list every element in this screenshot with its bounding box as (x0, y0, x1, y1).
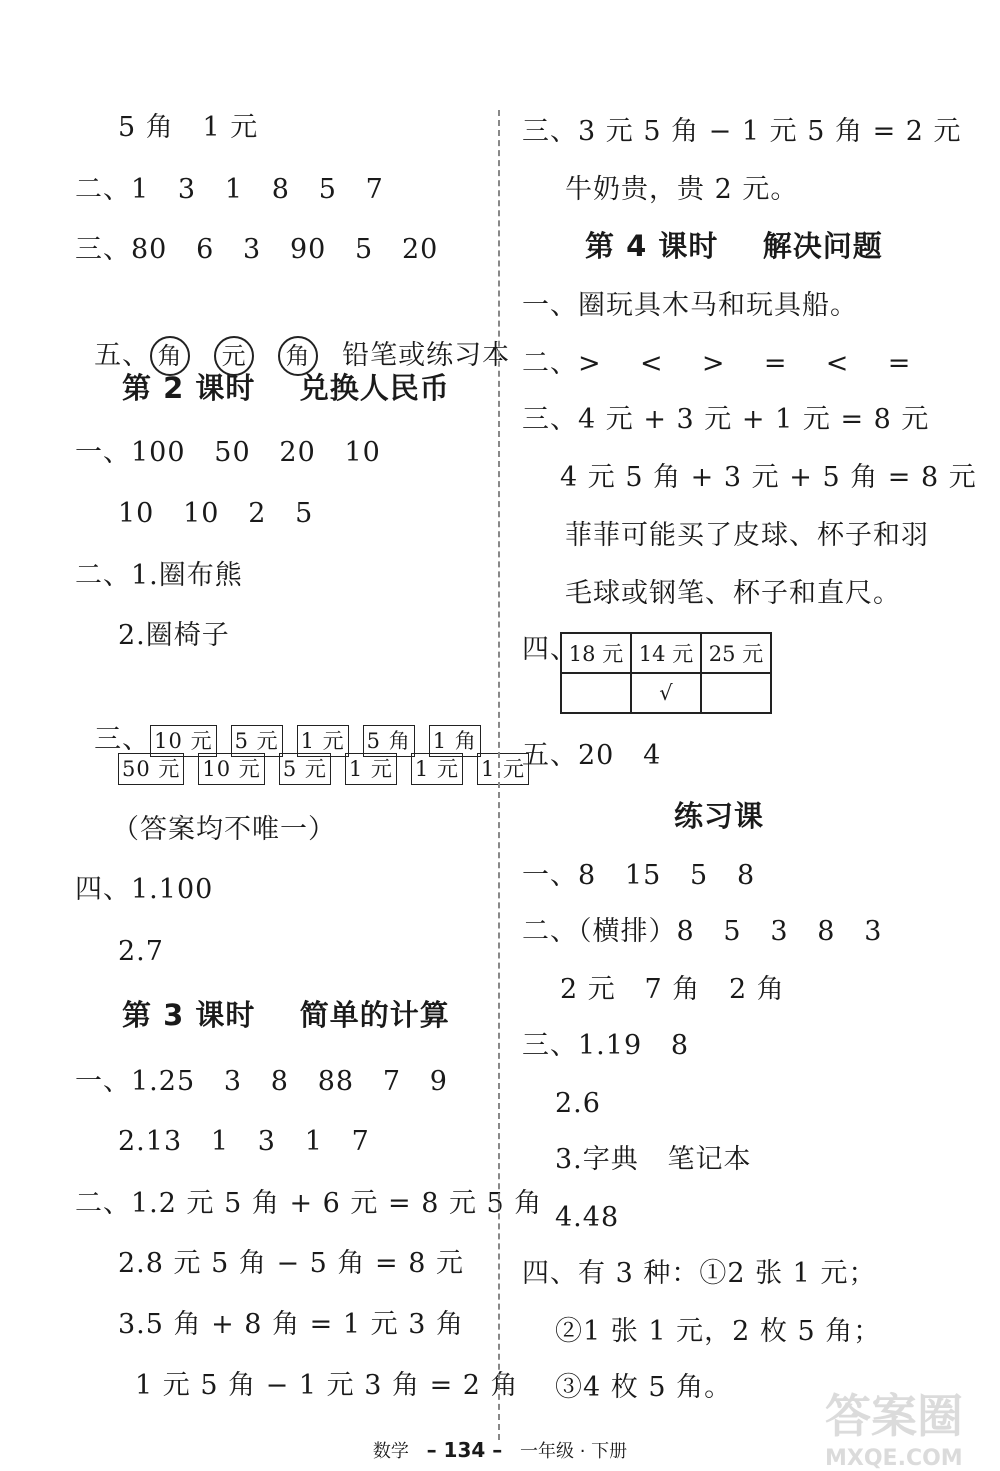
column-divider (498, 110, 500, 1440)
left-line-s2-9: 2.7 (118, 936, 164, 967)
section-heading-practice: 练习课 (674, 799, 765, 833)
circled-answer: 元 (214, 336, 254, 376)
right-line-1: 三、3 元 5 角 − 1 元 5 角 = 2 元 (522, 116, 962, 147)
table-header-cell: 14 元 (631, 633, 701, 673)
left-line-s3-2: 2.13 1 3 1 7 (118, 1126, 370, 1157)
left-line-s3-6: 1 元 5 角 − 1 元 3 角 = 2 角 (135, 1370, 519, 1401)
left-line-s2-3: 二、1.圈布熊 (75, 560, 243, 591)
left-line-s2-8: 四、1.100 (75, 874, 214, 905)
right-line-s4-7: 四、 (522, 634, 578, 665)
left-line-s2-4: 2.圈椅子 (118, 620, 230, 651)
left-line-s3-5: 3.5 角 + 8 角 = 1 元 3 角 (118, 1309, 464, 1340)
right-line-s4-4: 4 元 5 角 + 3 元 + 5 角 = 8 元 (560, 462, 977, 493)
left-line-s2-1: 一、100 50 20 10 (75, 437, 381, 468)
prefix: 五、 (94, 340, 151, 371)
left-line-2: 二、1 3 1 8 5 7 (75, 174, 384, 205)
left-line-s2-2: 10 10 2 5 (118, 498, 314, 529)
suffix: 铅笔或练习本 (342, 340, 511, 371)
table-header-row (561, 633, 771, 673)
left-line-s3-4: 2.8 元 5 角 − 5 角 = 8 元 (118, 1248, 464, 1279)
table-row (561, 673, 771, 713)
money-box: 1 元 (345, 753, 397, 785)
money-box: 5 角 (363, 725, 415, 757)
right-line-s4-5: 菲菲可能买了皮球、杯子和羽 (565, 520, 929, 551)
watermark-url: MXQE.COM (825, 1446, 963, 1471)
table-header-cell: 18 元 (561, 633, 631, 673)
left-line-s3-3: 二、1.2 元 5 角 + 6 元 = 8 元 5 角 (75, 1188, 543, 1219)
right-line-s4-2: 二、> < > = < = (522, 348, 912, 379)
table-cell (561, 673, 631, 713)
money-box: 5 元 (279, 753, 331, 785)
right-line-s4-8: 五、20 4 (522, 740, 662, 771)
page-number: – 134 – (426, 1438, 503, 1462)
table-cell (701, 673, 771, 713)
left-line-1: 5 角 1 元 (118, 112, 259, 143)
section-heading-lesson-4: 第 4 课时 解决问题 (585, 229, 883, 263)
section-heading-lesson-3: 第 3 课时 简单的计算 (122, 998, 450, 1032)
right-line-p-6: 3.字典 笔记本 (555, 1144, 752, 1175)
money-box: 1 角 (429, 725, 481, 757)
money-box: 10 元 (150, 725, 216, 757)
left-line-s3-1: 一、1.25 3 8 88 7 9 (75, 1066, 448, 1097)
right-line-p-1: 一、8 15 5 8 (522, 860, 756, 891)
money-box: 10 元 (198, 753, 264, 785)
footer-grade: 一年级 · 下册 (519, 1441, 628, 1462)
money-row-2 (118, 748, 543, 788)
table-cell-checkmark: √ (631, 673, 701, 713)
left-line-s2-7: （答案均不唯一） (112, 814, 336, 845)
right-line-p-2: 二、（横排）8 5 3 8 3 (522, 916, 883, 947)
left-line-4 (75, 296, 510, 376)
section-heading-lesson-2: 第 2 课时 兑换人民币 (122, 371, 450, 405)
prefix: 三、 (94, 724, 151, 755)
right-line-s4-6: 毛球或钢笔、杯子和直尺。 (565, 578, 901, 609)
watermark-logo (825, 1380, 995, 1471)
right-line-p-3: 2 元 7 角 2 角 (560, 974, 785, 1005)
right-line-p-9: ②1 张 1 元，2 枚 5 角； (555, 1316, 882, 1347)
right-line-p-5: 2.6 (555, 1088, 601, 1119)
left-line-3: 三、80 6 3 90 5 20 (75, 234, 439, 265)
table-header-cell: 25 元 (701, 633, 771, 673)
right-line-2: 牛奶贵，贵 2 元。 (565, 174, 799, 205)
right-line-p-7: 4.48 (555, 1202, 620, 1233)
right-line-s4-3: 三、4 元 + 3 元 + 1 元 = 8 元 (522, 404, 930, 435)
circled-answer: 角 (278, 336, 318, 376)
right-line-s4-1: 一、圈玩具木马和玩具船。 (522, 290, 858, 321)
right-line-p-8: 四、有 3 种：①2 张 1 元； (522, 1258, 877, 1289)
right-line-p-10: ③4 枚 5 角。 (555, 1372, 733, 1403)
money-box: 50 元 (118, 753, 184, 785)
right-line-p-4: 三、1.19 8 (522, 1030, 690, 1061)
price-table (560, 632, 772, 714)
money-box: 5 元 (231, 725, 283, 757)
circled-answer: 角 (150, 336, 190, 376)
money-box: 1 元 (411, 753, 463, 785)
money-box: 1 元 (297, 725, 349, 757)
money-box: 1 元 (477, 753, 529, 785)
footer-subject: 数学 (372, 1441, 409, 1462)
watermark-text: 答案圈 (825, 1389, 963, 1443)
